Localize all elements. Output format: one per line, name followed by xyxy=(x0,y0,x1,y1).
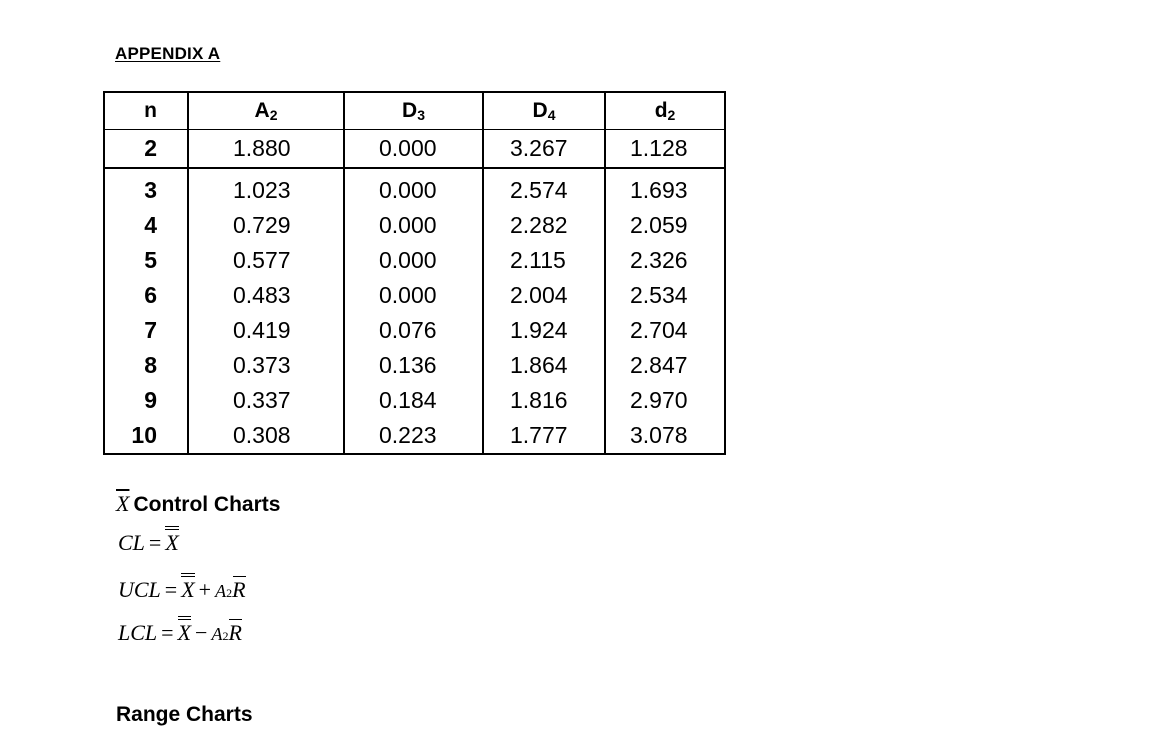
cell-d3: 0.000 xyxy=(344,278,483,313)
cell-n: 8 xyxy=(104,348,188,383)
table-row xyxy=(104,418,725,454)
ucl-formula xyxy=(118,577,246,603)
cell-d2: 2.534 xyxy=(605,278,725,313)
lcl-label: LCL xyxy=(118,620,158,645)
cell-a2: 0.308 xyxy=(188,418,344,454)
table-row xyxy=(104,383,725,418)
ucl-label: UCL xyxy=(118,577,161,602)
cell-d4: 1.777 xyxy=(483,418,605,454)
control-chart-factors-table xyxy=(103,91,726,455)
cell-d4: 2.282 xyxy=(483,208,605,243)
cell-d2: 2.059 xyxy=(605,208,725,243)
cell-d3: 0.000 xyxy=(344,130,483,169)
cell-d2: 2.847 xyxy=(605,348,725,383)
cell-n: 7 xyxy=(104,313,188,348)
table-row xyxy=(104,208,725,243)
cell-a2: 0.483 xyxy=(188,278,344,313)
cell-d3: 0.223 xyxy=(344,418,483,454)
cell-d2: 2.326 xyxy=(605,243,725,278)
cell-d2: 1.128 xyxy=(605,130,725,169)
cell-n: 3 xyxy=(104,168,188,208)
lcl-formula xyxy=(118,620,242,646)
cell-a2: 1.880 xyxy=(188,130,344,169)
table-row xyxy=(104,348,725,383)
header-d3: $D_3$ xyxy=(344,92,483,130)
cell-d2: 1.693 xyxy=(605,168,725,208)
xbar-control-charts-title xyxy=(116,491,280,517)
cell-n: 6 xyxy=(104,278,188,313)
cell-d4: 3.267 xyxy=(483,130,605,169)
ucl-coefficient: A2 xyxy=(215,581,233,601)
cell-a2: 0.577 xyxy=(188,243,344,278)
xbar-section-title-text: Control Charts xyxy=(133,493,281,516)
cl-formula xyxy=(118,530,179,556)
cl-label: CL xyxy=(118,530,145,555)
cell-d4: 1.864 xyxy=(483,348,605,383)
cell-d4: 1.816 xyxy=(483,383,605,418)
lcl-coefficient: A2 xyxy=(211,624,229,644)
header-d4: $D_4$ xyxy=(483,92,605,130)
cell-a2: 0.373 xyxy=(188,348,344,383)
cell-d4: 2.574 xyxy=(483,168,605,208)
ucl-equals: = xyxy=(164,577,178,602)
cell-d4: 2.115 xyxy=(483,243,605,278)
cell-d3: 0.076 xyxy=(344,313,483,348)
header-d2: $d_2$ xyxy=(605,92,725,130)
cell-n: 9 xyxy=(104,383,188,418)
cell-d3: 0.136 xyxy=(344,348,483,383)
table-row xyxy=(104,168,725,208)
ucl-plus: + xyxy=(198,577,212,602)
cl-grand-mean: X xyxy=(165,530,179,555)
ucl-mean-range: R xyxy=(232,577,246,602)
cell-d2: 3.078 xyxy=(605,418,725,454)
lcl-equals: = xyxy=(161,620,174,645)
lcl-mean-range: R xyxy=(228,620,242,645)
cell-d2: 2.970 xyxy=(605,383,725,418)
table-row xyxy=(104,278,725,313)
cell-a2: 0.337 xyxy=(188,383,344,418)
cell-d3: 0.000 xyxy=(344,208,483,243)
cell-d3: 0.184 xyxy=(344,383,483,418)
range-charts-title: Range Charts xyxy=(116,703,253,726)
xbar-symbol: $\overline{X}$ xyxy=(116,491,130,516)
cell-d2: 2.704 xyxy=(605,313,725,348)
cell-d3: 0.000 xyxy=(344,168,483,208)
cell-d3: 0.000 xyxy=(344,243,483,278)
cell-a2: 0.419 xyxy=(188,313,344,348)
table-row xyxy=(104,130,725,169)
cell-a2: 0.729 xyxy=(188,208,344,243)
ucl-grand-mean: X xyxy=(181,577,195,602)
cell-n: 4 xyxy=(104,208,188,243)
cell-d4: 2.004 xyxy=(483,278,605,313)
table-header-row xyxy=(104,92,725,130)
cell-n: 2 xyxy=(104,130,188,169)
lcl-grand-mean: X xyxy=(177,620,192,645)
cell-n: 10 xyxy=(104,418,188,454)
cell-d4: 1.924 xyxy=(483,313,605,348)
cell-n: 5 xyxy=(104,243,188,278)
cl-equals: = xyxy=(148,530,162,555)
lcl-minus: − xyxy=(195,620,208,645)
appendix-heading: APPENDIX A xyxy=(115,44,221,63)
header-a2: $A_2$ xyxy=(188,92,344,130)
table-row xyxy=(104,313,725,348)
header-n: n xyxy=(104,92,188,130)
table-row xyxy=(104,243,725,278)
cell-a2: 1.023 xyxy=(188,168,344,208)
